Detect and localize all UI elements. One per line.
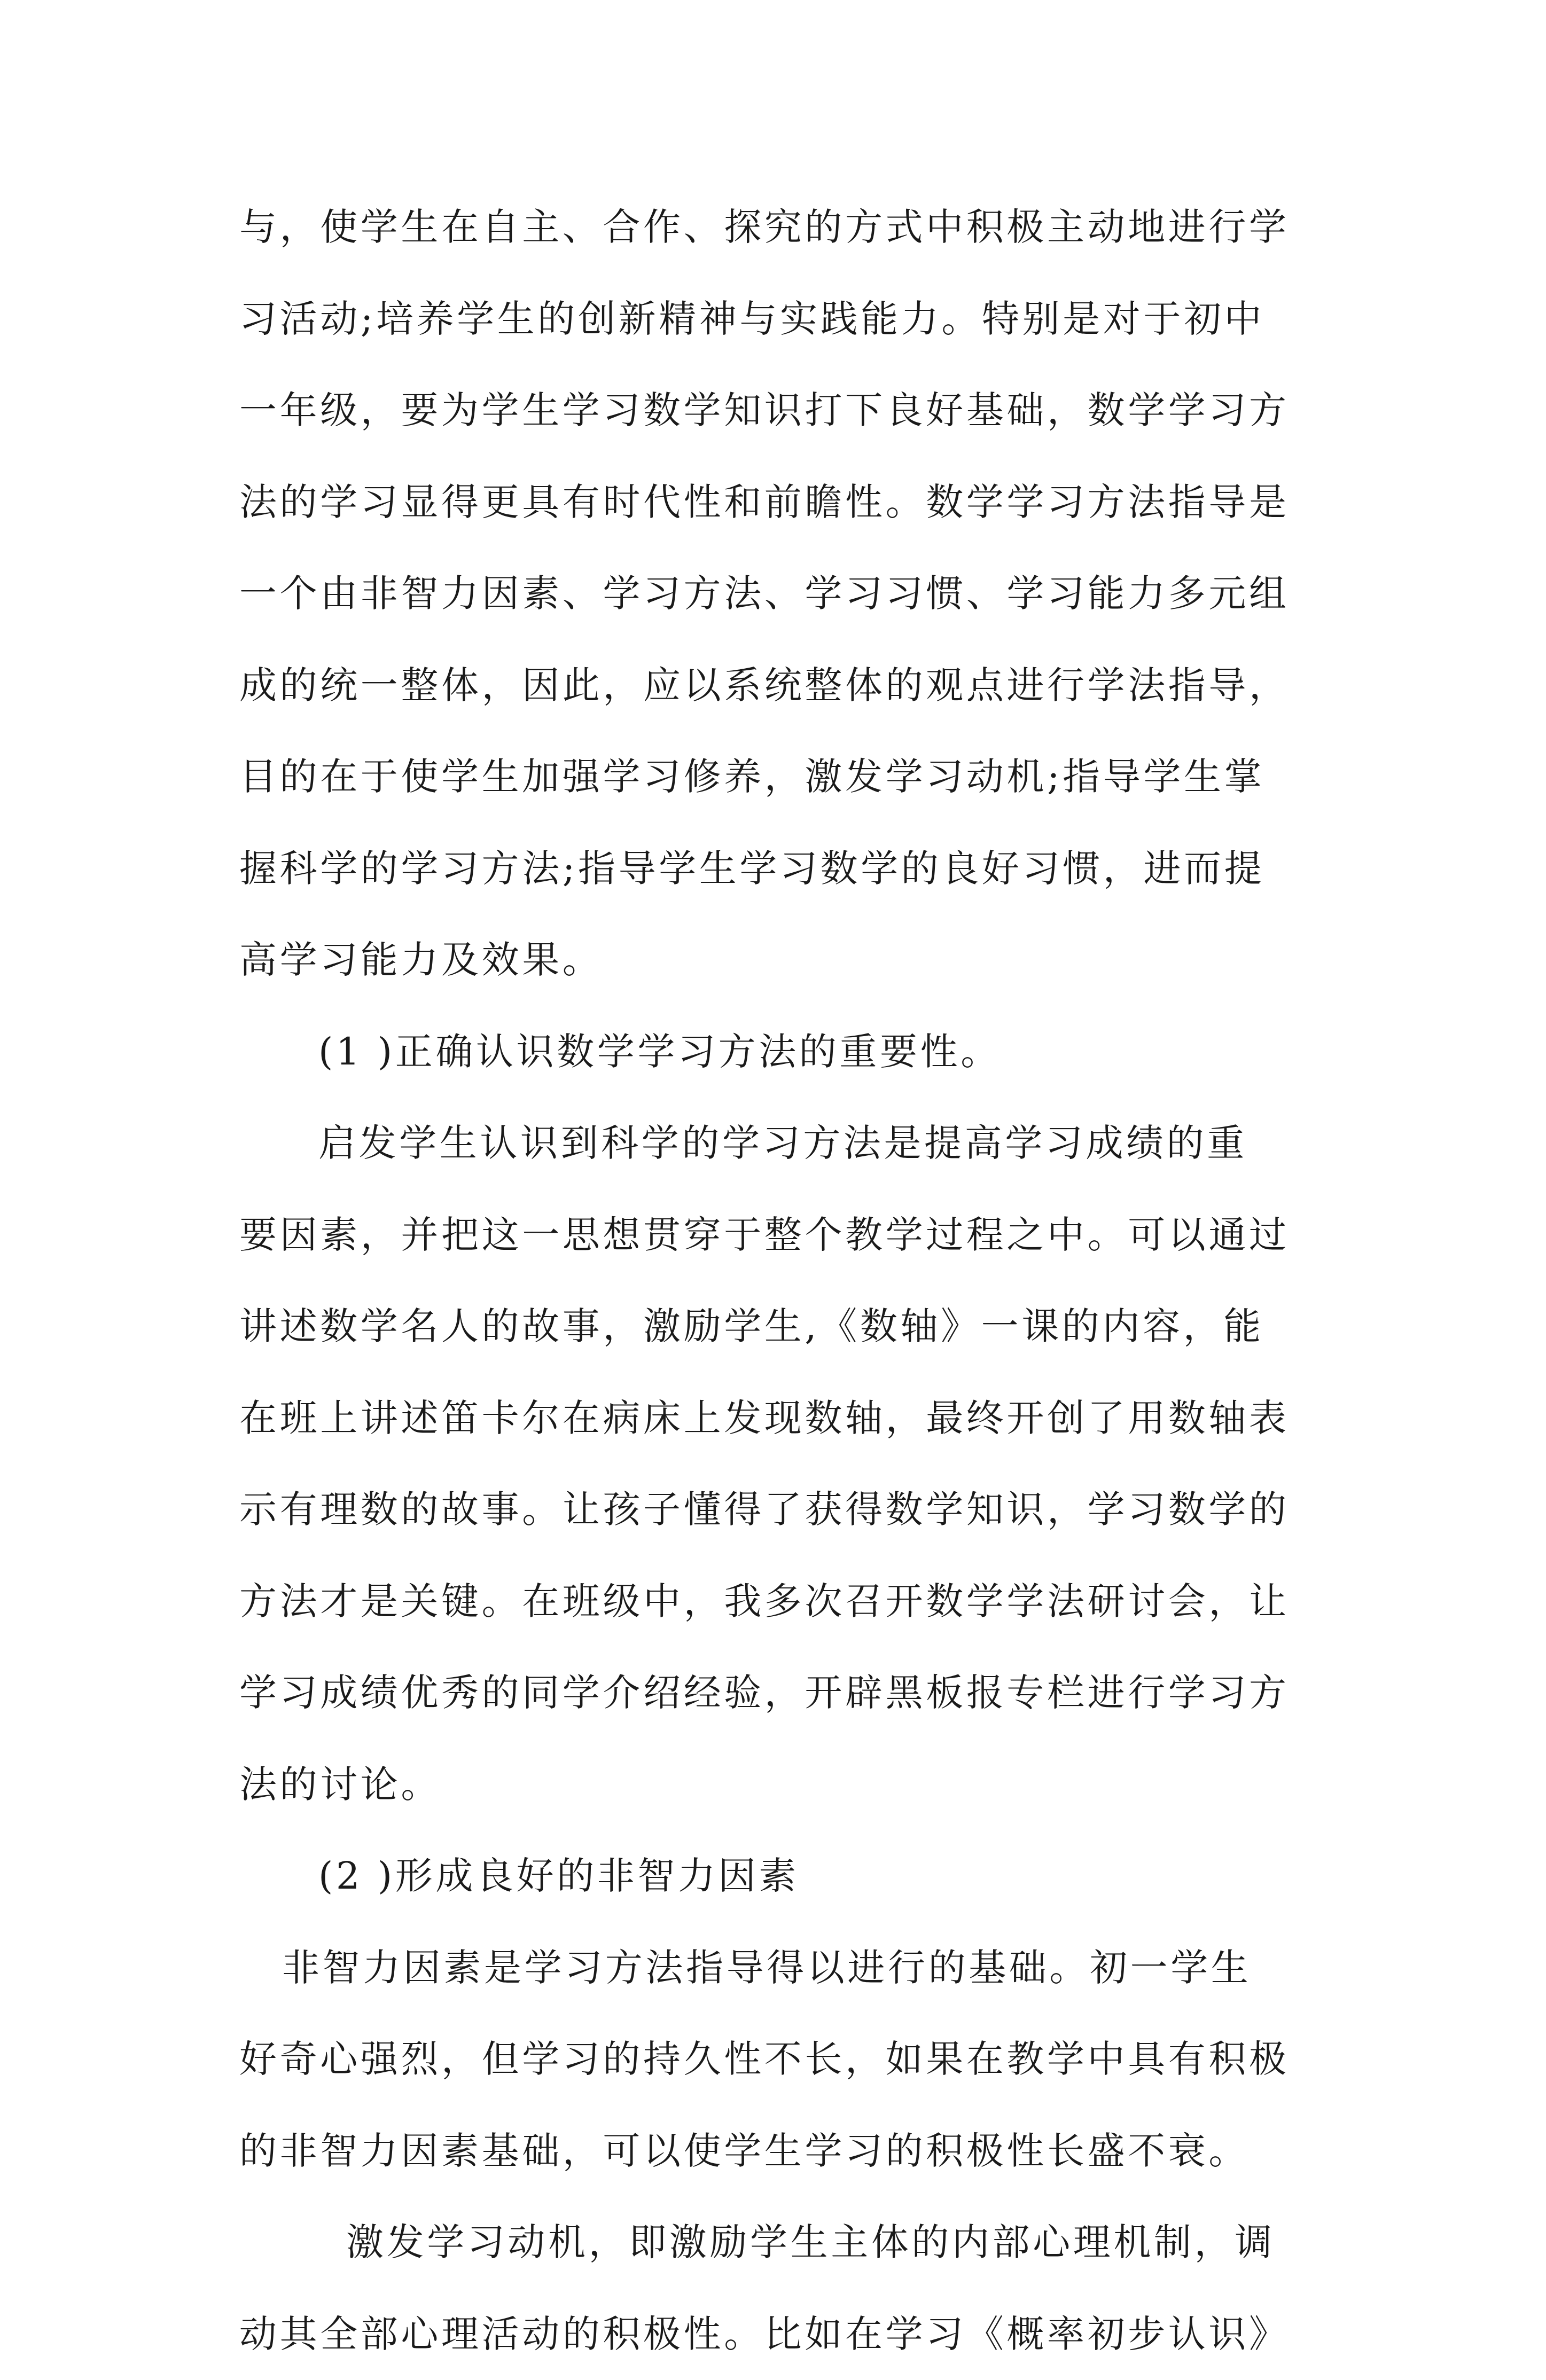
text-line: 高学习能力及效果。 <box>239 914 1356 1006</box>
section-heading-2: (2 )形成良好的非智力因素 <box>239 1830 1356 1922</box>
body-text <box>239 182 1356 2380</box>
text-line: 学习成绩优秀的同学介绍经验，开辟黑板报专栏进行学习方 <box>239 1647 1356 1739</box>
text-line: 的非智力因素基础，可以使学生学习的积极性长盛不衰。 <box>239 2105 1356 2197</box>
text-line: 在班上讲述笛卡尔在病床上发现数轴，最终开创了用数轴表 <box>239 1373 1356 1465</box>
text-line: 一年级，要为学生学习数学知识打下良好基础，数学学习方 <box>239 365 1356 457</box>
text-line: 激发学习动机，即激励学生主体的内部心理机制，调 <box>239 2197 1356 2289</box>
text-line: 法的学习显得更具有时代性和前瞻性。数学学习方法指导是 <box>239 457 1356 549</box>
text-line: 示有理数的故事。让孩子懂得了获得数学知识，学习数学的 <box>239 1464 1356 1556</box>
text-line: 动其全部心理活动的积极性。比如在学习《概率初步认识》 <box>239 2289 1356 2380</box>
text-line: 法的讨论。 <box>239 1739 1356 1831</box>
text-line: 讲述数学名人的故事，激励学生,《数轴》一课的内容，能 <box>239 1281 1356 1373</box>
text-line: 与，使学生在自主、合作、探究的方式中积极主动地进行学 <box>239 182 1356 273</box>
text-line: 一个由非智力因素、学习方法、学习习惯、学习能力多元组 <box>239 548 1356 640</box>
text-line: 目的在于使学生加强学习修养，激发学习动机;指导学生掌 <box>239 731 1356 823</box>
text-line: 启发学生认识到科学的学习方法是提高学习成绩的重 <box>239 1098 1356 1189</box>
text-line: 好奇心强烈，但学习的持久性不长，如果在教学中具有积极 <box>239 2014 1356 2105</box>
text-line: 要因素，并把这一思想贯穿于整个教学过程之中。可以通过 <box>239 1189 1356 1281</box>
text-line: 习活动;培养学生的创新精神与实践能力。特别是对于初中 <box>239 273 1356 365</box>
section-heading-1: (1 )正确认识数学学习方法的重要性。 <box>239 1006 1356 1098</box>
text-line: 非智力因素是学习方法指导得以进行的基础。初一学生 <box>239 1922 1356 2014</box>
text-line: 成的统一整体，因此，应以系统整体的观点进行学法指导， <box>239 640 1356 732</box>
text-line: 方法才是关键。在班级中，我多次召开数学学法研讨会，让 <box>239 1556 1356 1648</box>
text-line: 握科学的学习方法;指导学生学习数学的良好习惯，进而提 <box>239 823 1356 915</box>
